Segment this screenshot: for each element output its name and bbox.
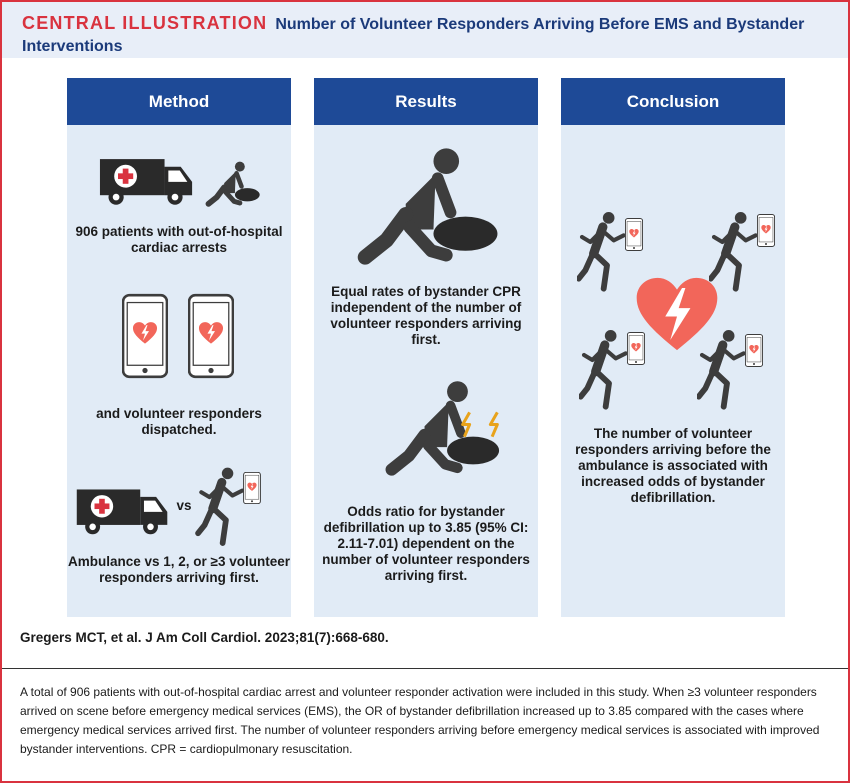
citation: Gregers MCT, et al. J Am Coll Cardiol. 2023;81(7):668-680. (20, 630, 389, 645)
method-panel (67, 78, 291, 617)
smartphone-icon-top-right (757, 214, 775, 247)
page-title: Number of Volunteer Responders Arriving Before EMS and Bystander Interventions (22, 16, 805, 55)
smartphone-icon-bottom-right (745, 334, 763, 367)
divider (2, 668, 848, 669)
defibrillation-figure-icon (376, 368, 506, 488)
cpr-figure-icon (201, 158, 263, 210)
vs-label: vs (176, 498, 192, 513)
smartphone-icon-top-left (625, 218, 643, 251)
results-heading: Results (314, 78, 538, 125)
smartphone-icon-left (122, 291, 168, 381)
method-heading: Method (67, 78, 291, 125)
bystander-cpr-icon (346, 142, 506, 270)
runner-icon-bottom-right (697, 328, 747, 412)
conclusion-text: The number of volunteer responders arriving before the ambulance is associated with increased odds of bystander defibrillation. (575, 426, 771, 505)
conclusion-heading: Conclusion (561, 78, 785, 125)
caption: A total of 906 patients with out-of-hospital cardiac arrest and volunteer responder activation were included in this study. When ≥3 volunteer responders arrived on scene before emergency medical services (EMS), the OR of bystander defibrillation increased up to 3.85 compared with the cases where emergency medical services arrived first. The number of volunteer responders arriving before emergency medical services is associated with improved bystander interventions. CPR = cardiopulmonary resuscitation. (20, 685, 820, 756)
ambulance-icon (99, 150, 194, 210)
runner-icon-bottom-left (579, 328, 629, 412)
results-text-cpr: Equal rates of bystander CPR independent of the number of volunteer responders arriving first. (330, 284, 522, 347)
smartphone-icon-small (243, 472, 261, 504)
results-panel (314, 78, 538, 617)
method-text-patients: 906 patients with out-of-hospital cardiac arrests (75, 224, 283, 255)
runner-icon (195, 466, 247, 548)
runner-icon-top-left (577, 210, 627, 294)
conclusion-panel (561, 78, 785, 617)
header (2, 2, 848, 58)
ambulance-icon-small (75, 482, 170, 538)
method-text-comparison: Ambulance vs 1, 2, or ≥3 volunteer responders arriving first. (68, 554, 290, 585)
title-line (22, 12, 822, 58)
central-illustration-label: CENTRAL ILLUSTRATION (22, 13, 268, 33)
smartphone-icon-right (188, 291, 234, 381)
method-text-dispatched: and volunteer responders dispatched. (96, 406, 262, 437)
smartphone-icon-bottom-left (627, 332, 645, 365)
results-text-defibrillation: Odds ratio for bystander defibrillation up to 3.85 (95% CI: 2.11-7.01) dependent on the number of volunteer responders arriving first. (322, 504, 530, 583)
